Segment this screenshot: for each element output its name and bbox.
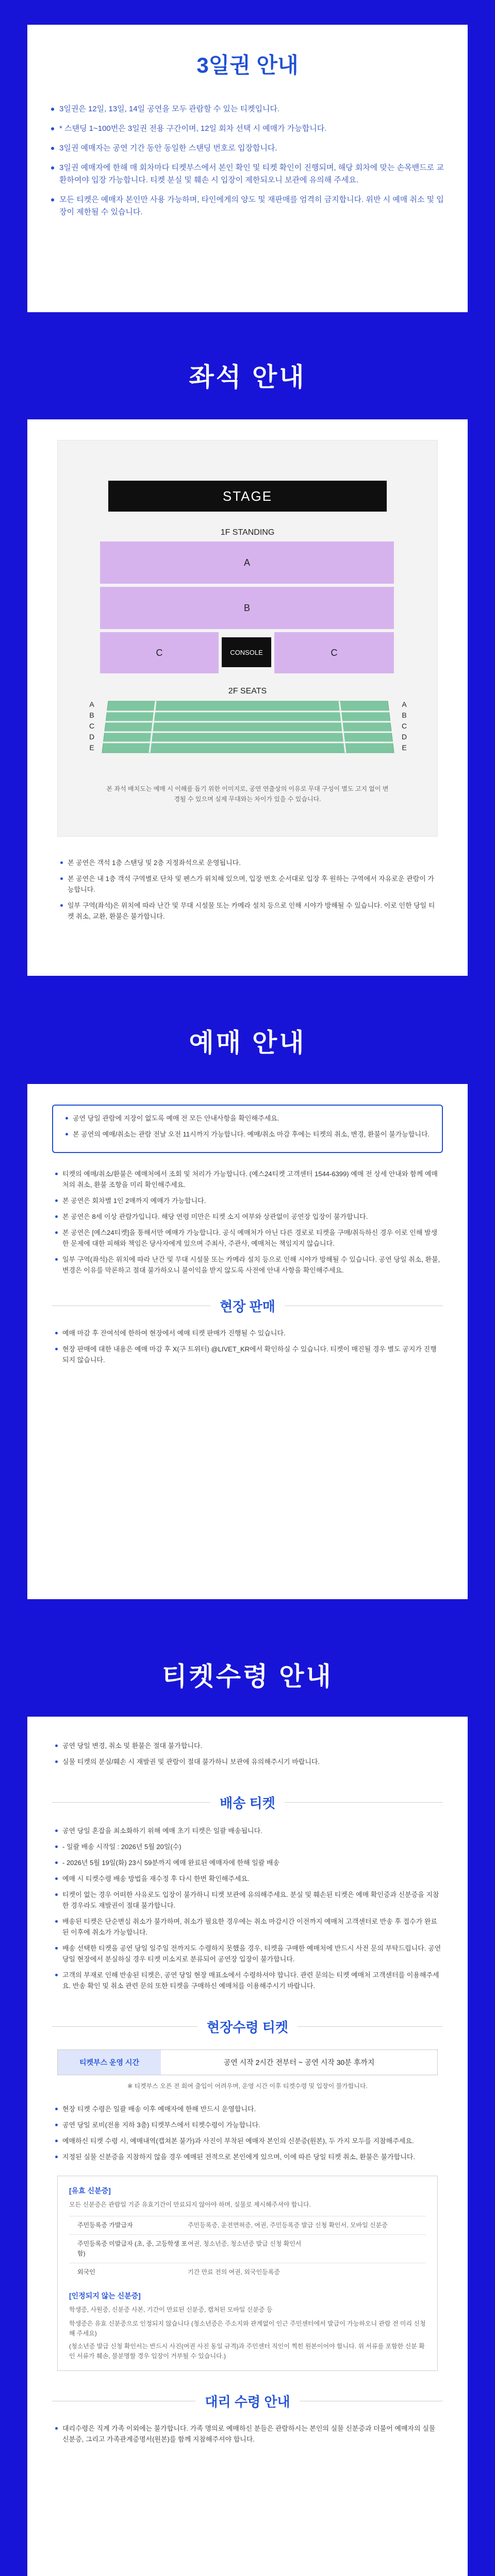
valid-id-row [69,2216,426,2234]
delivery-item: 고객의 부재로 인해 반송된 티켓은, 공연 당일 현장 매표소에서 수령하셔야 합니다. 관련 문의는 티켓 예매처 고객센터를 이용해주세요. 반송 확인 및 취소 관련 문의 또한 티켓을 구매하신 예매처를 이용해주시기 바랍니다. [52,1970,443,1991]
invalid-id-note-2: (청소년증 발급 신청 확인서는 반드시 사진(여권 사진 동일 규격)과 주민센터 직인이 찍힌 원본이어야 합니다. 위 서류를 포함한 신분 확인 서류가 훼손, 불분명할 경우 입장이 거부될 수 있습니다.) [69,2343,425,2360]
pickup-heading [52,2017,443,2036]
ticket-pickup-item: 실물 티켓의 분실/훼손 시 재발권 및 관람이 절대 불가하니 보관에 유의해주시기 바랍니다. [52,1756,443,1767]
zone-c-left: C [100,632,219,673]
standing-label: 1F STANDING [220,528,275,537]
section-seat-info [27,419,468,976]
seat-info-title: 좌석 안내 [189,363,306,392]
delivery-item: 배송된 티켓은 단순변심 취소가 불가하며, 취소가 필요한 경우에는 취소 마감시간 이전까지 예매처 고객센터로 반송 후 접수가 완료된 이후에 취소가 가능합니다. [52,1916,443,1938]
seat-row-label: E [89,743,94,752]
row-labels-left [87,699,97,753]
seat-info-list [57,857,438,922]
zone-b: B [100,587,394,629]
valid-id-box [57,2176,438,2371]
proxy-title: 대리 수령 안내 [205,2394,290,2410]
booking-info-list [52,1168,443,1276]
valid-id-row-value: 기간 만료 전의 여권, 외국인등록증 [188,2268,280,2276]
booking-notice-list [62,1113,433,1140]
pickup-item: 예매하신 티켓 수령 시, 예매내역(캡쳐본 불가)과 사진이 부착된 예매자 본인의 신분증(원본), 두 가지 모두를 지참해주세요. [52,2136,443,2146]
row-labels-right [399,699,409,753]
invalid-id-note-1: 학생증은 유효 신분증으로 인정되지 않습니다 (청소년증은 주소지와 관계없이 인근 주민센터에서 발급이 가능하오니 관람 전 미리 신청해 주세요) [69,2320,426,2337]
seat-map-note: 본 좌석 배치도는 예매 시 이해를 돕기 위한 이미지로, 공연 연출상의 이유로 무대 구성이 별도 고지 없이 변경될 수 있으며 실제 무대와는 차이가 있을 수 있습니다. [106,785,389,803]
pickup-hours-value: 공연 시작 2시간 전부터 ~ 공연 시작 30분 후까지 [223,2058,375,2066]
section-booking-info [27,1084,468,1599]
onsite-sale-item: 현장 판매에 대한 내용은 예매 마감 후 X(구 트위터) @LIVET_KR에서 확인하실 수 있습니다. 티켓이 매진될 경우 별도 공지가 진행되지 않습니다. [52,1344,443,1365]
seat-row-label: A [89,700,94,708]
pickup-item: 지정된 실물 신분증을 지참하지 않을 경우 예매된 전적으로 본인에게 있으며, 이에 따른 당일 티켓 취소, 환불은 불가합니다. [52,2151,443,2162]
valid-id-row [69,2263,426,2281]
ticket-pickup-title: 티켓수령 안내 [162,1662,333,1691]
valid-id-table [69,2216,426,2281]
delivery-item: 배송 선택한 티켓을 공연 당일 일주일 전까지도 수령하지 못했을 경우, 티켓을 구매한 예매처에 반드시 사전 문의 부탁드립니다. 공연 당일 현장에서 분실하실 경우 티켓 미소지로 분류되어 공연장 입장이 불가합니다. [52,1943,443,1964]
pass-info-item: 3일권은 12일, 13일, 14일 공연을 모두 관람할 수 있는 티켓입니다. [48,103,447,115]
section-title: 3일권 안내 [196,53,299,77]
section-ticket-pickup [27,1717,468,2576]
pickup-title: 현장수령 티켓 [207,2020,288,2035]
pickup-item: 공연 당일 로비(전용 지하 3층) 티켓부스에서 티켓수령이 가능합니다. [52,2120,443,2130]
delivery-list [52,1825,443,1991]
seat-row-label: D [401,733,407,741]
delivery-item: 티켓이 없는 경우 어떠한 사유로도 입장이 불가하니 티켓 보관에 유의해주세요. 분실 및 훼손된 티켓은 예매 확인증과 신분증을 지참한 경우라도 재발권이 절대 불가합니다. [52,1889,443,1911]
seat-row-label: A [402,700,407,708]
valid-id-row-value: 여권, 청소년증, 청소년증 발급 신청 확인서 [188,2240,302,2247]
booking-info-item: 본 공연은 8세 이상 관람가입니다. 해당 연령 미만은 티켓 소지 여부와 상관없이 공연장 입장이 불가합니다. [52,1211,443,1222]
valid-id-desc: 모든 신분증은 관람일 기준 유효기간이 만료되지 않아야 하며, 실물로 제시해주셔야 합니다. [69,2201,311,2208]
onsite-sale-title: 현장 판매 [220,1299,275,1314]
booking-info-item: 티켓의 예매/취소/환불은 예매처에서 조회 및 처리가 가능합니다. (예스24티켓 고객센터 1544-6399) 예매 전 상세 안내와 함께 예매처의 취소, 환불 조항을 미리 확인해주세요. [52,1168,443,1190]
console-block: CONSOLE [222,637,271,667]
proxy-heading [52,2392,443,2411]
pickup-hours-header: 티켓부스 운영 시간 [58,2050,161,2075]
delivery-heading [52,1793,443,1812]
stage-block: STAGE [108,481,387,512]
onsite-sale-item: 예매 마감 후 잔여석에 한하여 현장에서 예매 티켓 판매가 진행될 수 있습니다. [52,1328,443,1338]
proxy-item: 대리수령은 직계 가족 이외에는 불가합니다. 가족 명의로 예매하신 분들은 관람하시는 본인의 실물 신분증과 더불어 예매자의 실물 신분증, 그리고 가족관계증명서(원본)를 함께 지참해주셔야 합니다. [52,2423,443,2445]
seat-map [57,440,438,837]
seats-label: 2F SEATS [228,687,267,696]
pickup-list [52,2104,443,2162]
invalid-id-title: [인정되지 않는 신분증] [69,2292,141,2300]
delivery-item: - 일괄 배송 시작일 : 2026년 5월 20일(수) [52,1841,443,1852]
ticket-pickup-item: 공연 당일 변경, 취소 및 환불은 절대 불가합니다. [52,1740,443,1751]
seat-info-item: 본 공연은 내 1층 객석 구역별로 단차 및 펜스가 위치해 있으며, 입장 번호 순서대로 입장 후 원하는 구역에서 자유로운 관람이 가능합니다. [57,873,438,895]
valid-id-row-label: 외국인 [77,2268,95,2276]
delivery-item: 예매 시 티켓수령 배송 방법을 재수정 후 다시 한번 확인해주세요. [52,1873,443,1884]
onsite-sale-heading [52,1296,443,1315]
pass-info-item: 모든 티켓은 예매자 본인만 사용 가능하며, 타인에게의 양도 및 재판매를 엄격히 금지합니다. 위반 시 예매 취소 및 입장이 제한될 수 있습니다. [48,194,447,218]
pickup-hours-table [57,2049,438,2075]
booking-info-item: 본 공연은 [예스24티켓]을 통해서만 예매가 가능합니다. 공식 예매처가 아닌 다른 경로로 티켓을 구매/취득하신 경우 이로 인해 발생한 문제에 대한 피해와 책임은 당사자에게 있으며 주최사, 주관사, 예매처는 책임지지 않습니다. [52,1227,443,1249]
seat-row-label: E [402,743,407,752]
pass-info-item: 3일권 예매자에 한해 매 회차마다 티켓부스에서 본인 확인 및 티켓 확인이 진행되며, 해당 회차에 맞는 손목밴드로 교환하여야 입장 가능합니다. 티켓 분실 및 훼손 시 입장이 제한되오니 보관에 유의해 주세요. [48,162,447,187]
booking-info-title: 예매 안내 [189,1028,306,1057]
pass-info-item: 3일권 예매자는 공연 기간 동안 동일한 스탠딩 번호로 입장합니다. [48,142,447,155]
invalid-id-desc: 학생증, 사원증, 신분증 사본, 기간이 만료된 신분증, 캡처된 모바일 신분증 등 [69,2306,273,2313]
pickup-note: ※ 티켓부스 오픈 전 회여 출입이 어려우며, 운영 시간 이후 티켓수령 및 입장이 불가합니다. [127,2082,368,2090]
seat-rows-graphic [58,697,437,759]
zone-a: A [100,541,394,584]
seat-row-label: C [89,722,95,730]
ticket-pickup-list [52,1740,443,1767]
section-3day-pass [27,25,468,312]
delivery-title: 배송 티켓 [220,1795,275,1811]
delivery-item: - 2026년 5월 19일(화) 23시 59분까지 예매 완료된 예매자에 한해 일괄 배송 [52,1857,443,1868]
seat-row-label: C [401,722,407,730]
valid-id-row-label: 주민등록증 미발급자 (초, 중, 고등학생 포함) [77,2240,187,2257]
booking-notice-item: 공연 당일 관람에 지장이 없도록 예매 전 모든 안내사항을 확인해주세요. [62,1113,433,1124]
valid-id-row-label: 주민등록증 가발급자 [77,2222,133,2229]
pass-info-item: * 스탠딩 1~100번은 3일권 전용 구간이며, 12일 회차 선택 시 예매가 가능합니다. [48,123,447,135]
valid-id-row [69,2234,426,2263]
seat-info-item: 일부 구역(좌석)은 위치에 따라 난간 및 무대 시설물 또는 카메라 설치 등으로 인해 시야가 방해될 수 있습니다. 이로 인한 당일 티켓 취소, 교환, 환불은 불가합니다. [57,900,438,922]
booking-notice-item: 본 공연의 예매/취소는 관람 전날 오전 11시까지 가능합니다. 예매/취소 마감 후에는 티켓의 취소, 변경, 환불이 불가능합니다. [62,1129,433,1140]
seat-info-item: 본 공연은 객석 1층 스탠딩 및 2층 지정좌석으로 운영됩니다. [57,857,438,868]
delivery-item: 공연 당일 혼잡을 최소화하기 위해 예매 초기 티켓은 일괄 배송됩니다. [52,1825,443,1836]
seat-row-label: B [89,711,94,719]
booking-info-item: 일부 구역(좌석)은 위치에 따라 난간 및 무대 시설물 또는 카메라 설치 등으로 인해 시야가 방해될 수 있습니다. 공연 당일 취소, 환불, 변경은 이유를 막론하고 절대 불가하오니 불이익을 받지 않도록 사전에 안내 사항을 확인해주세요. [52,1254,443,1276]
booking-info-item: 본 공연은 회차별 1인 2매까지 예매가 가능합니다. [52,1195,443,1206]
zone-c-right: C [274,632,394,673]
seat-row-label: D [89,733,95,741]
proxy-list [52,2423,443,2445]
seat-row-label: B [402,711,407,719]
pickup-item: 현장 티켓 수령은 일괄 배송 이후 예매자에 한해 반드시 운영합니다. [52,2104,443,2114]
onsite-sale-list [52,1328,443,1365]
valid-id-title: [유효 신분증] [69,2187,111,2195]
valid-id-row-value: 주민등록증, 운전면허증, 여권, 주민등록증 발급 신청 확인서, 모바일 신분증 [188,2222,388,2229]
booking-notice-box [52,1105,443,1153]
pass-info-list [48,103,447,218]
